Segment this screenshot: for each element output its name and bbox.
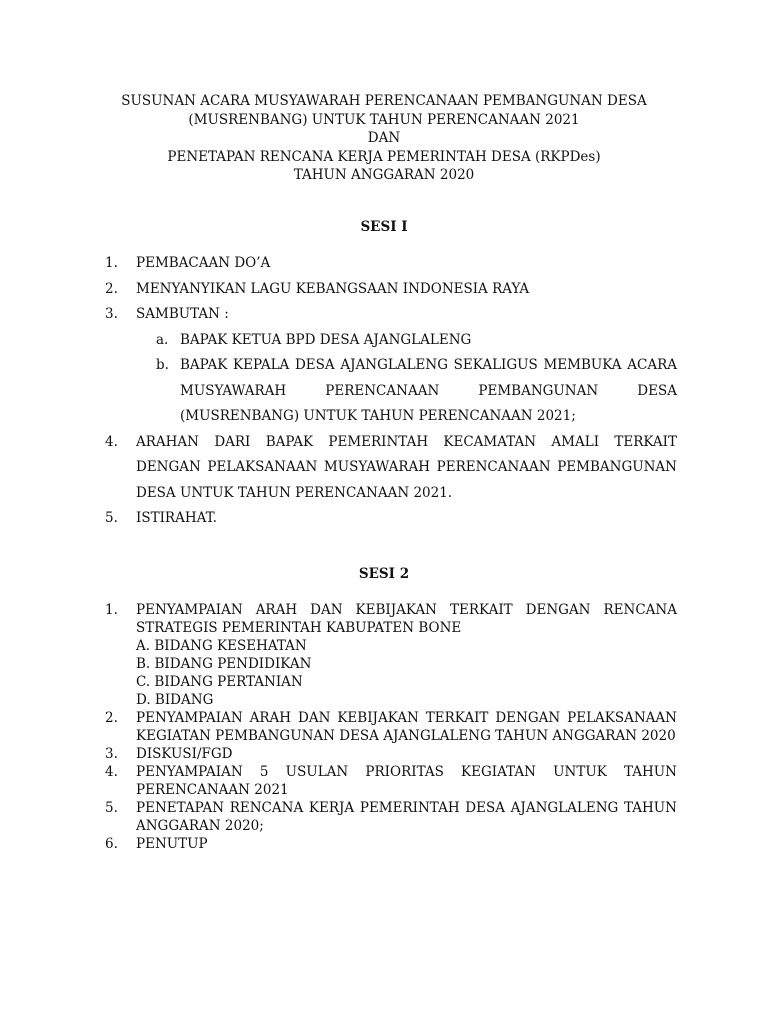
title-line-3: DAN [367, 130, 401, 146]
item-number: 2. [105, 710, 118, 726]
item-number: 4. [105, 764, 118, 780]
list-item [105, 430, 677, 507]
document-title [0, 92, 768, 185]
item-number: 2. [105, 280, 118, 297]
title-line-4: PENETAPAN RENCANA KERJA PEMERINTAH DESA (RKPDes) [167, 148, 601, 165]
bidang-item: A. BIDANG KESEHATAN [136, 638, 307, 654]
title-line-2: (MUSRENBANG) UNTUK TAHUN PERENCANAAN 2021 [188, 111, 580, 128]
item-text: PEMBACAAN DO’A [136, 255, 271, 271]
item-number: 1. [105, 602, 118, 618]
bidang-item: B. BIDANG PENDIDIKAN [136, 656, 312, 672]
item-number: 4. [105, 433, 118, 450]
list-item [105, 763, 677, 799]
list-item [105, 709, 677, 745]
sub-list-item [105, 328, 677, 354]
list-item [105, 277, 677, 303]
item-text: PENYAMPAIAN 5 USULAN PRIORITAS KEGIATAN UNTUK TAHUN PERENCANAAN 2021 [136, 764, 677, 798]
item-text: ISTIRAHAT. [136, 510, 217, 526]
item-text: PENUTUP [136, 836, 208, 852]
sub-item-text: BAPAK KETUA BPD DESA AJANGLALENG [180, 331, 472, 348]
sesi-1-heading: SESI I [360, 219, 408, 235]
item-text: PENYAMPAIAN ARAH DAN KEBIJAKAN TERKAIT DENGAN PELAKSANAAN KEGIATAN PEMBANGUNAN DESA AJANGLALENG TAHUN ANGGARAN 2020 [136, 710, 677, 744]
bidang-item: C. BIDANG PERTANIAN [136, 674, 303, 690]
list-item [105, 835, 677, 853]
sub-item-text: BAPAK KEPALA DESA AJANGLALENG SEKALIGUS MEMBUKA ACARA MUSYAWARAH PERENCANAAN PEMBANGUNAN DESA (MUSRENBANG) UNTUK TAHUN PERENCANAAN 2021; [180, 357, 677, 424]
item-number: 5. [105, 800, 118, 816]
item-number: 3. [105, 306, 118, 322]
list-item [105, 506, 677, 532]
item-number: 5. [105, 510, 118, 526]
item-number: 3. [105, 746, 118, 762]
sesi-1-list [105, 251, 677, 532]
bidang-list [105, 637, 677, 709]
item-text: SAMBUTAN : [136, 306, 229, 322]
sesi-2-list [105, 601, 677, 853]
list-item [105, 601, 677, 637]
list-item [105, 799, 677, 835]
item-text: PENYAMPAIAN ARAH DAN KEBIJAKAN TERKAIT DENGAN RENCANA STRATEGIS PEMERINTAH KABUPATEN BONE [136, 602, 677, 636]
sub-item-letter: a. [156, 331, 169, 348]
title-line-1: SUSUNAN ACARA MUSYAWARAH PERENCANAAN PEMBANGUNAN DESA [121, 93, 647, 109]
sub-list-item [105, 353, 677, 430]
bidang-item: D. BIDANG [136, 692, 214, 708]
list-item [105, 302, 677, 328]
item-text: PENETAPAN RENCANA KERJA PEMERINTAH DESA AJANGLALENG TAHUN ANGGARAN 2020; [136, 800, 677, 834]
item-text: MENYANYIKAN LAGU KEBANGSAAN INDONESIA RAYA [136, 280, 530, 297]
item-text: DISKUSI/FGD [136, 746, 233, 762]
item-number: 1. [105, 255, 118, 271]
title-line-5: TAHUN ANGGARAN 2020 [293, 167, 475, 183]
item-text: ARAHAN DARI BAPAK PEMERINTAH KECAMATAN AMALI TERKAIT DENGAN PELAKSANAAN MUSYAWARAH PERENCANAAN PEMBANGUNAN DESA UNTUK TAHUN PERENCANAAN 2021. [136, 433, 677, 501]
list-item [105, 745, 677, 763]
sub-item-letter: b. [156, 357, 169, 373]
sesi-2-heading: SESI 2 [358, 566, 410, 582]
item-number: 6. [105, 836, 118, 852]
list-item [105, 251, 677, 277]
